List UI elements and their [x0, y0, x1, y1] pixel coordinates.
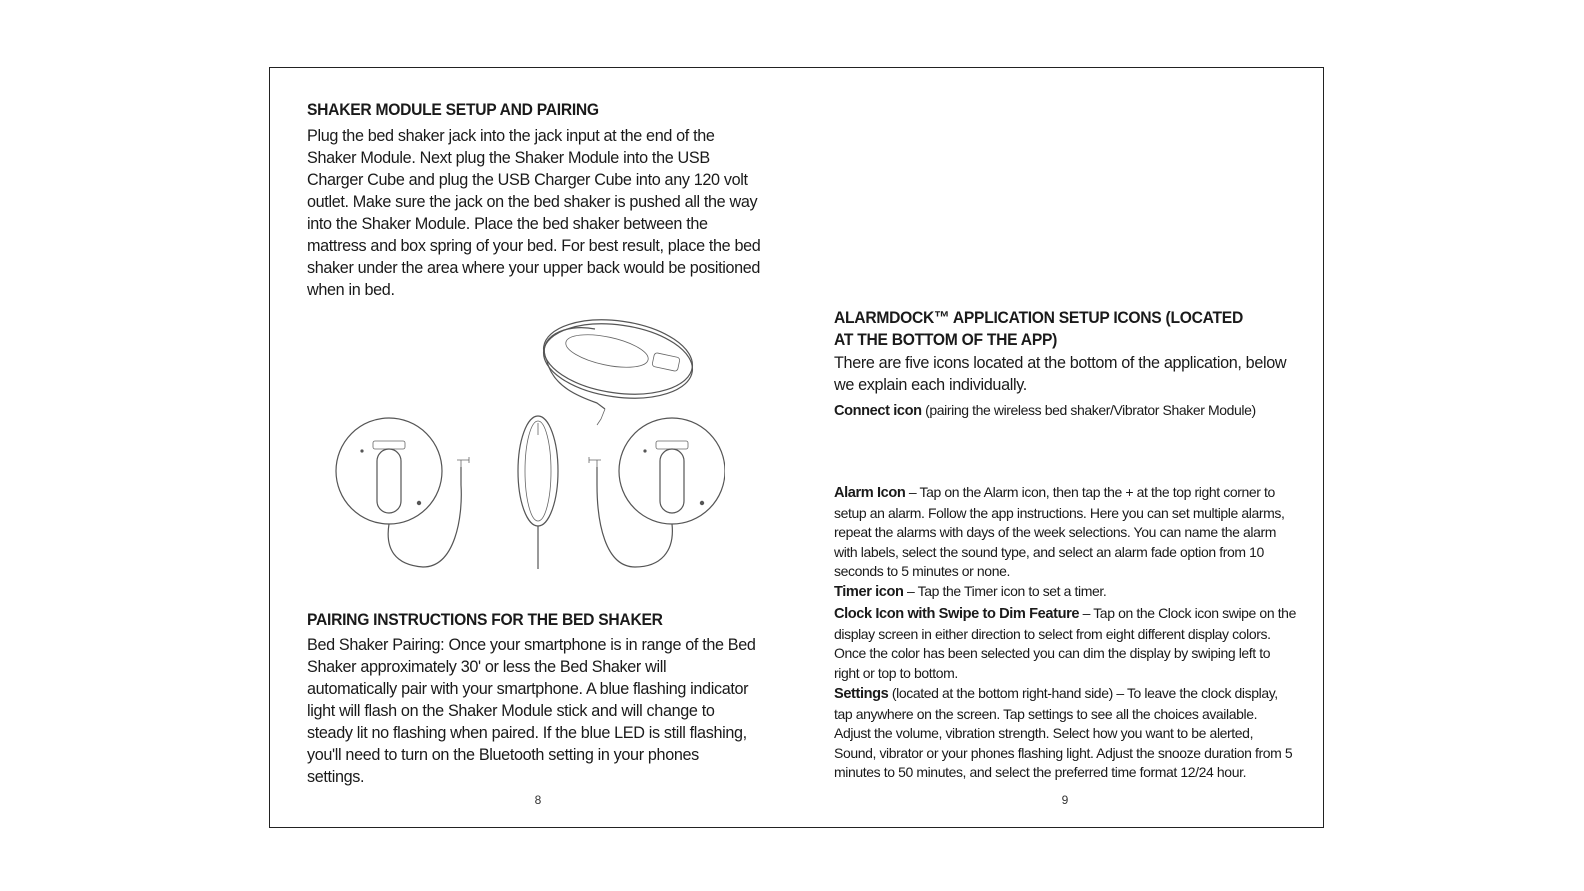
connect-icon-term: Connect icon — [834, 403, 922, 419]
bed-shaker-illustration — [335, 317, 725, 577]
clock-icon-description — [834, 604, 1296, 683]
timer-icon-text: – Tap the Timer icon to set a timer. — [903, 583, 1107, 599]
alarm-icon-text: – Tap on the Alarm icon, then tap the + at the top right corner to setup an alarm. Follow the app instructions. Here you can set multiple alarms, repeat the alarms with days of the week selections. You can name the alarm with labels, select the sound type, and select an alarm fade option from 10 seconds to 5 minutes or none. — [834, 484, 1285, 580]
settings-term: Settings — [834, 686, 889, 702]
settings-text: (located at the bottom right-hand side) – To leave the clock display, tap anywhere on the screen. Tap settings to see all the choices available. Adjust the volume, vibration strength. Select how you want to be alerted, Sound, vibrator or your phones flashing light. Adjust the snooze duration from 5 minutes to 50 minutes, and select the preferred time format 12/24 hour. — [834, 685, 1293, 781]
shaker-front-view-left — [336, 418, 469, 567]
page-8 — [307, 68, 767, 827]
pairing-paragraph: Bed Shaker Pairing: Once your smartphone is in range of the Bed Shaker approximately 30' or less the Bed Shaker will automatically pair with your smartphone. A blue flashing indicator light will flash on the Shaker Module stick and will change to steady lit no flashing when paired. If the blue LED is still flashing, you'll need to turn on the Bluetooth setting in your phones settings. — [307, 636, 756, 786]
page-number-left: 8 — [534, 793, 542, 807]
app-icons-heading: ALARMDOCK™ APPLICATION SETUP ICONS (LOCATED AT THE BOTTOM OF THE APP) — [834, 308, 1243, 349]
page-9 — [834, 68, 1296, 827]
shaker-side-view — [518, 416, 558, 569]
settings-description — [834, 684, 1296, 783]
clock-icon-term: Clock Icon with Swipe to Dim Feature — [834, 606, 1080, 622]
shaker-perspective-view — [539, 317, 698, 425]
clock-icon-text: – Tap on the Clock icon swipe on the display screen in either direction to select from eight different display colors. Once the color has been selected you can dim the display by swiping left to right or top to bottom. — [834, 605, 1296, 681]
pairing-heading: PAIRING INSTRUCTIONS FOR THE BED SHAKER — [307, 610, 663, 629]
alarm-icon-term: Alarm Icon — [834, 485, 906, 501]
app-icons-intro: There are five icons located at the bottom of the application, below we explain each individually. — [834, 354, 1287, 394]
shaker-setup-heading: SHAKER MODULE SETUP AND PAIRING — [307, 100, 599, 119]
alarm-icon-description — [834, 483, 1296, 582]
connect-icon-description — [834, 401, 1296, 422]
timer-icon-term: Timer icon — [834, 584, 904, 600]
manual-spread — [269, 67, 1324, 828]
timer-icon-description — [834, 582, 1296, 603]
shaker-setup-paragraph: Plug the bed shaker jack into the jack input at the end of the Shaker Module. Next plug the Shaker Module into the USB Charger Cube and plug the USB Charger Cube into any 120 volt outlet. Make sure the jack on the bed shaker is pushed all the way into the Shaker Module. Place the bed shaker between the mattress and box spring of your bed. For best result, place the bed shaker under the area where your upper back would be positioned when in bed. — [307, 127, 761, 299]
page-number-right: 9 — [1061, 793, 1069, 807]
connect-icon-text: (pairing the wireless bed shaker/Vibrator Shaker Module) — [921, 402, 1256, 418]
shaker-front-view-right — [589, 418, 725, 567]
